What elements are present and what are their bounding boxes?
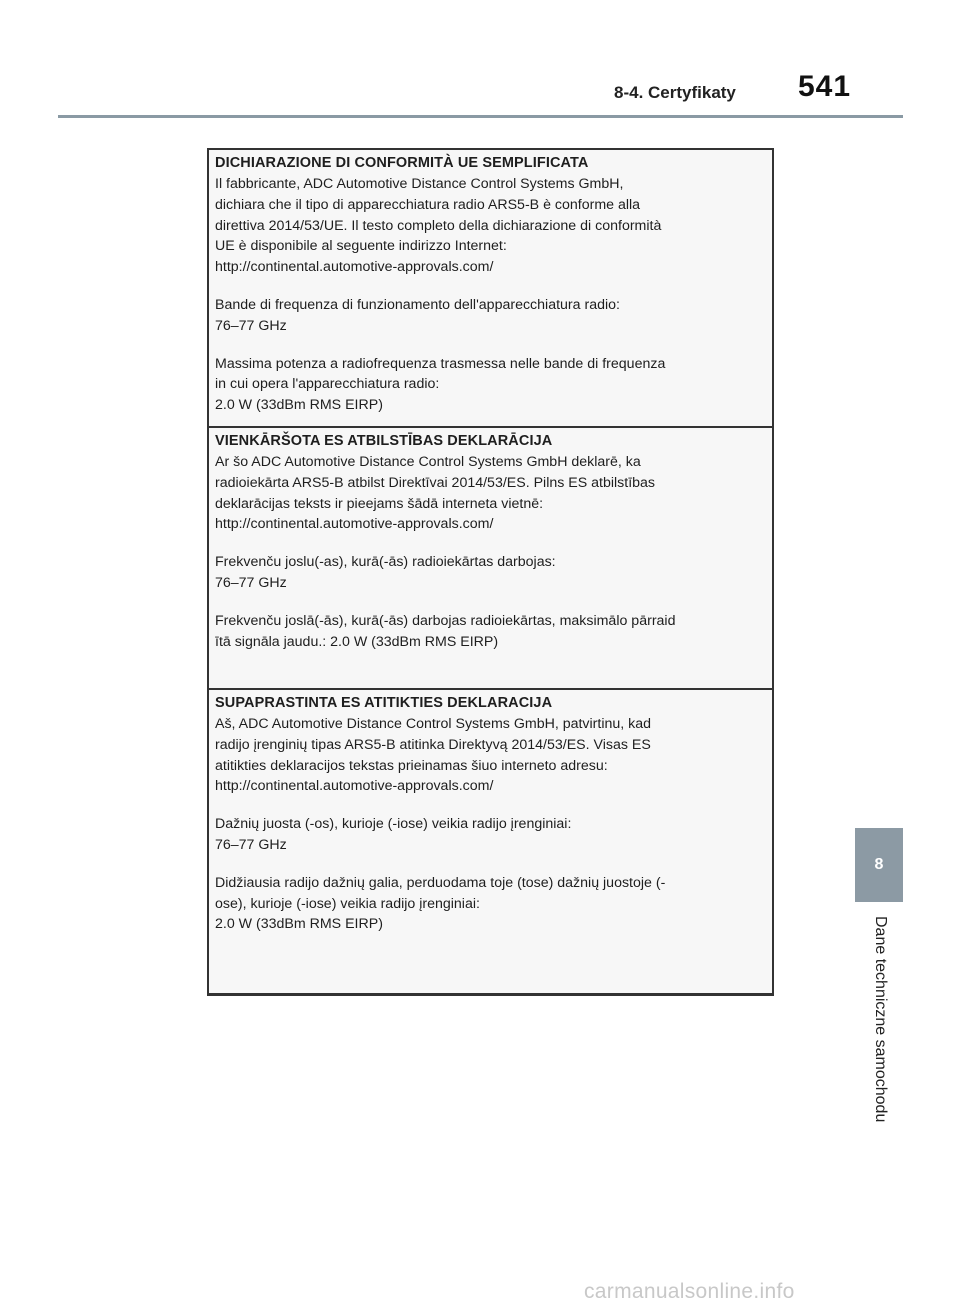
- power-paragraph: Didžiausia radijo dažnių galia, perduodama toje (tose) dažnių juostoje (- ose), kurioje (-iose) veikia radijo įrenginiai: 2.0 W (33dBm RMS EIRP): [215, 874, 666, 933]
- declaration-block-latvian: [209, 428, 772, 690]
- page-header: [0, 0, 960, 118]
- declaration-paragraph: Il fabbricante, ADC Automotive Distance Control Systems GmbH, dichiara che il tipo di apparecchiatura radio ARS5-B è conforme alla direttiva 2014/53/UE. Il testo completo della dichiarazione di conformità UE è disponibile al seguente indirizzo Internet: http://continental.automotive-approvals.com/: [215, 176, 662, 276]
- declaration-title: SUPAPRASTINTA ES ATITIKTIES DEKLARACIJA: [215, 695, 553, 711]
- section-title: 8-4. Certyfikaty: [614, 83, 736, 102]
- page-number: 541: [798, 70, 852, 103]
- declaration-title: VIENKĀRŠOTA ES ATBILSTĪBAS DEKLARĀCIJA: [215, 433, 553, 449]
- header-divider: [58, 115, 903, 118]
- chapter-label: Dane techniczne samochodu: [872, 916, 889, 1123]
- declaration-scan: [207, 148, 774, 996]
- power-paragraph: Frekvenču joslā(-ās), kurā(-ās) darbojas radioiekārtas, maksimālo pārraid ītā signāla jaudu.: 2.0 W (33dBm RMS EIRP): [215, 612, 676, 650]
- watermark: carmanualsonline.info: [584, 1280, 795, 1303]
- power-paragraph: Massima potenza a radiofrequenza trasmessa nelle bande di frequenza in cui opera l'apparecchiatura radio: 2.0 W (33dBm RMS EIRP): [215, 355, 666, 414]
- frequency-paragraph: Frekvenču joslu(-as), kurā(-ās) radioiekārtas darbojas: 76–77 GHz: [215, 554, 556, 591]
- chapter-tab: [855, 828, 903, 902]
- declaration-paragraph: Ar šo ADC Automotive Distance Control Systems GmbH deklarē, ka radioiekārta ARS5-B atbilst Direktīvai 2014/53/ES. Pilns ES atbilstības deklarācijas teksts ir pieejams šādā interneta vietnē: http://continental.automotive-approvals.com/: [215, 454, 656, 533]
- declaration-paragraph: Aš, ADC Automotive Distance Control Systems GmbH, patvirtinu, kad radijo įrenginių tipas ARS5-B atitinka Direktyvą 2014/53/ES. Visas ES atitikties deklaracijos tekstas prieinamas šiuo interneto adresu: http://continental.automotive-approvals.com/: [215, 716, 652, 795]
- frequency-paragraph: Bande di frequenza di funzionamento dell'apparecchiatura radio: 76–77 GHz: [215, 296, 620, 334]
- declaration-block-lithuanian: [209, 690, 772, 995]
- frequency-paragraph: Dažnių juosta (-os), kurioje (-iose) veikia radijo įrenginiai: 76–77 GHz: [215, 816, 572, 853]
- declaration-block-italian: [209, 150, 772, 428]
- chapter-number: 8: [874, 856, 884, 873]
- declaration-title: DICHIARAZIONE DI CONFORMITÀ UE SEMPLIFICATA: [215, 155, 589, 171]
